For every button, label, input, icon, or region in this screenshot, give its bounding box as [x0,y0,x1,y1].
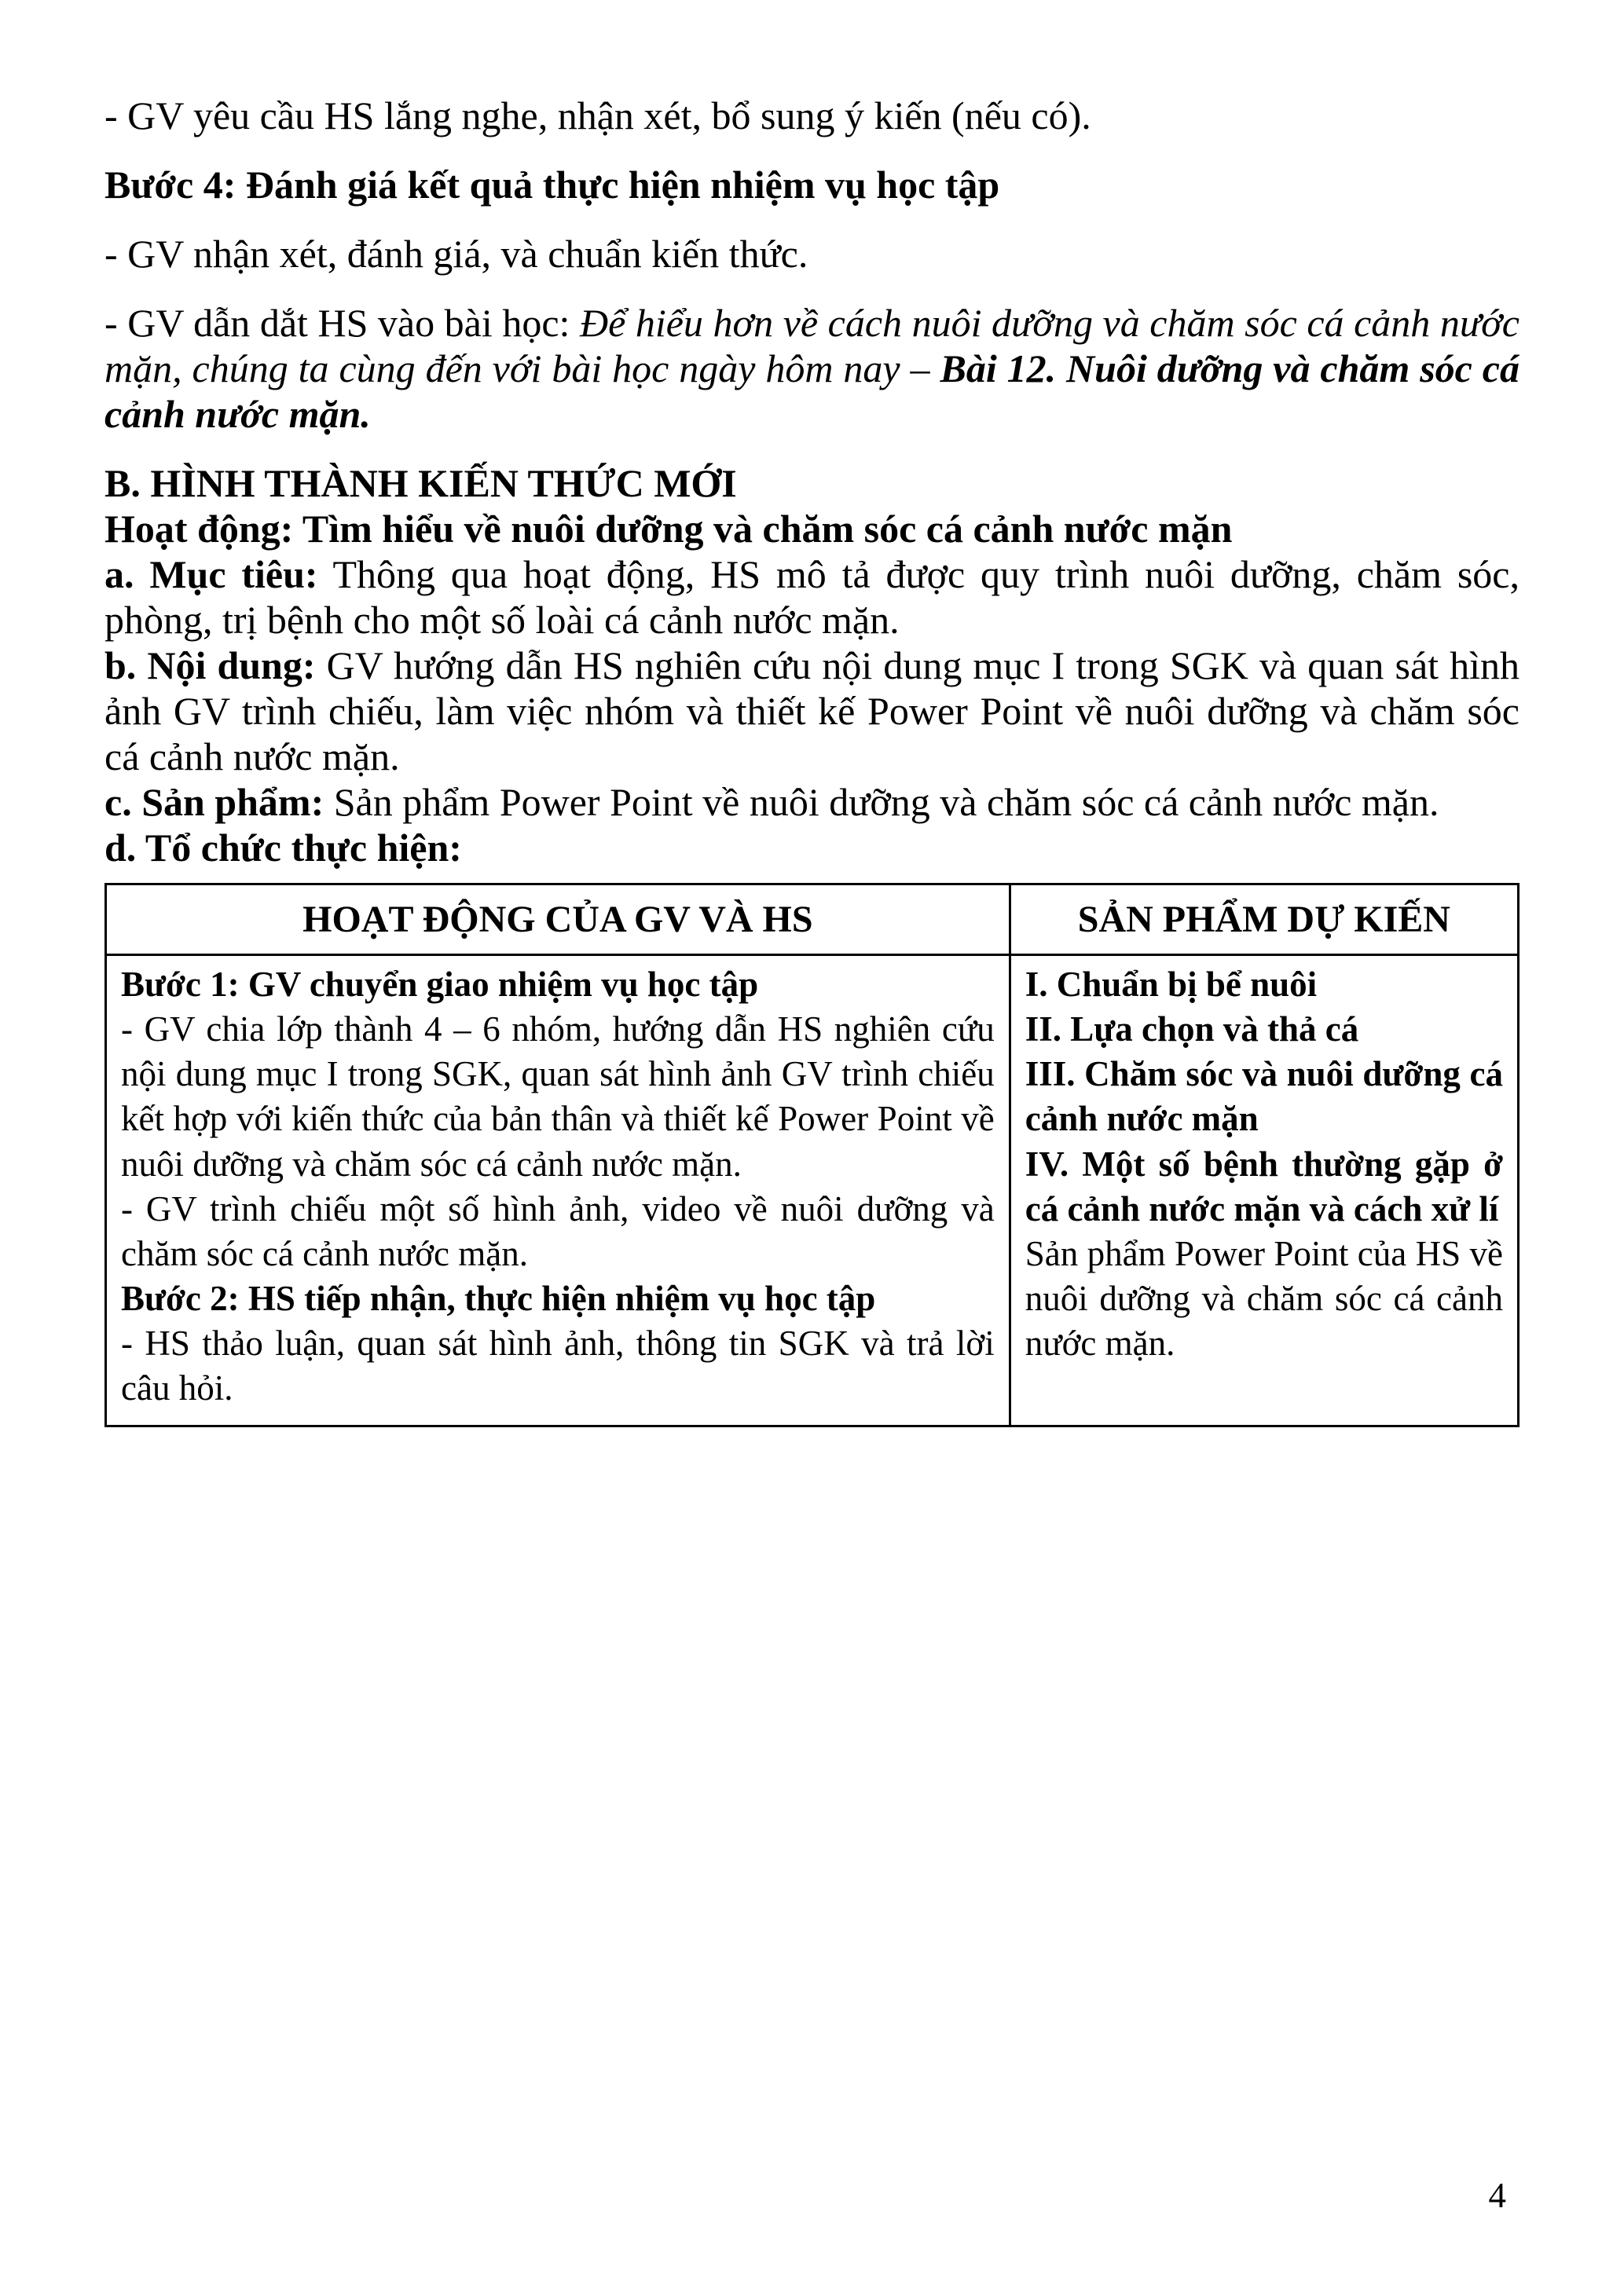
content-text: GV hướng dẫn HS nghiên cứu nội dung mục I trong SGK và quan sát hình ảnh GV trình chiếu, làm việc nhóm và thiết kế Power Point về nuôi dưỡng và chăm sóc cá cảnh nước mặn. [104,643,1520,778]
table-header-row [106,884,1519,955]
paragraph-content [104,643,1520,779]
step2-heading: Bước 2: HS tiếp nhận, thực hiện nhiệm vụ học tập [121,1278,876,1318]
objective-text: Thông qua hoạt động, HS mô tả được quy trình nuôi dưỡng, chăm sóc, phòng, trị bệnh cho một số loài cá cảnh nước mặn. [104,552,1520,642]
step4-heading: Bước 4: Đánh giá kết quả thực hiện nhiệm vụ học tập [104,163,1000,207]
paragraph-gv-review: - GV nhận xét, đánh giá, và chuẩn kiến thức. [104,232,808,276]
paragraph-gv-request: - GV yêu cầu HS lắng nghe, nhận xét, bổ sung ý kiến (nếu có). [104,93,1091,137]
paragraph-objective [104,551,1520,643]
table-body-row [106,955,1519,1426]
lead-in-italic-text: Để hiểu hơn về cách nuôi dưỡng và chăm sóc cá cảnh nước mặn, chúng ta cùng đến với bài học ngày hôm nay – [104,301,1520,390]
product-label: c. Sản phẩm: [104,780,324,824]
paragraph-organization: d. Tổ chức thực hiện: [104,826,462,870]
content-label: b. Nội dung: [104,643,316,687]
table-header-products: SẢN PHẨM DỰ KIẾN [1010,884,1518,955]
step1-paragraph-2: - GV trình chiếu một số hình ảnh, video về nuôi dưỡng và chăm sóc cá cảnh nước mặn. [121,1188,995,1273]
objective-label: a. Mục tiêu: [104,552,318,596]
activity-heading: Hoạt động: Tìm hiểu về nuôi dưỡng và chăm sóc cá cảnh nước mặn [104,507,1233,551]
lesson-activity-table [104,883,1520,1427]
product-note: Sản phẩm Power Point của HS về nuôi dưỡng và chăm sóc cá cảnh nước mặn. [1025,1233,1503,1364]
step1-heading: Bước 1: GV chuyển giao nhiệm vụ học tập [121,965,759,1004]
paragraph-lead-in [104,300,1520,437]
step2-paragraph-1: - HS thảo luận, quan sát hình ảnh, thông tin SGK và trả lời câu hỏi. [121,1324,995,1408]
table-cell-gv-hs [106,955,1010,1426]
outline-item-2: II. Lựa chọn và thả cá [1025,1009,1359,1049]
lesson-title-text: Bài 12. Nuôi dưỡng và chăm sóc cá cảnh nước mặn. [104,346,1520,436]
paragraph-product [104,779,1520,825]
table-cell-products [1010,955,1518,1426]
outline-item-1: I. Chuẩn bị bể nuôi [1025,965,1318,1004]
table-header-gv-hs: HOẠT ĐỘNG CỦA GV VÀ HS [106,884,1010,955]
page-number: 4 [1488,2176,1506,2215]
outline-item-3: III. Chăm sóc và nuôi dưỡng cá cảnh nước mặn [1025,1054,1503,1139]
step1-paragraph-1: - GV chia lớp thành 4 – 6 nhóm, hướng dẫn HS nghiên cứu nội dung mục I trong SGK, quan sát hình ảnh GV trình chiếu kết hợp với kiến thức của bản thân và thiết kế Power Point về nuôi dưỡng và chăm sóc cá cảnh nước mặn. [121,1009,995,1184]
product-text: Sản phẩm Power Point về nuôi dưỡng và chăm sóc cá cảnh nước mặn. [324,780,1439,824]
lead-in-text: - GV dẫn dắt HS vào bài học: [104,301,580,345]
outline-item-4: IV. Một số bệnh thường gặp ở cá cảnh nước mặn và cách xử lí [1025,1144,1503,1229]
section-b-heading: B. HÌNH THÀNH KIẾN THỨC MỚI [104,461,737,505]
